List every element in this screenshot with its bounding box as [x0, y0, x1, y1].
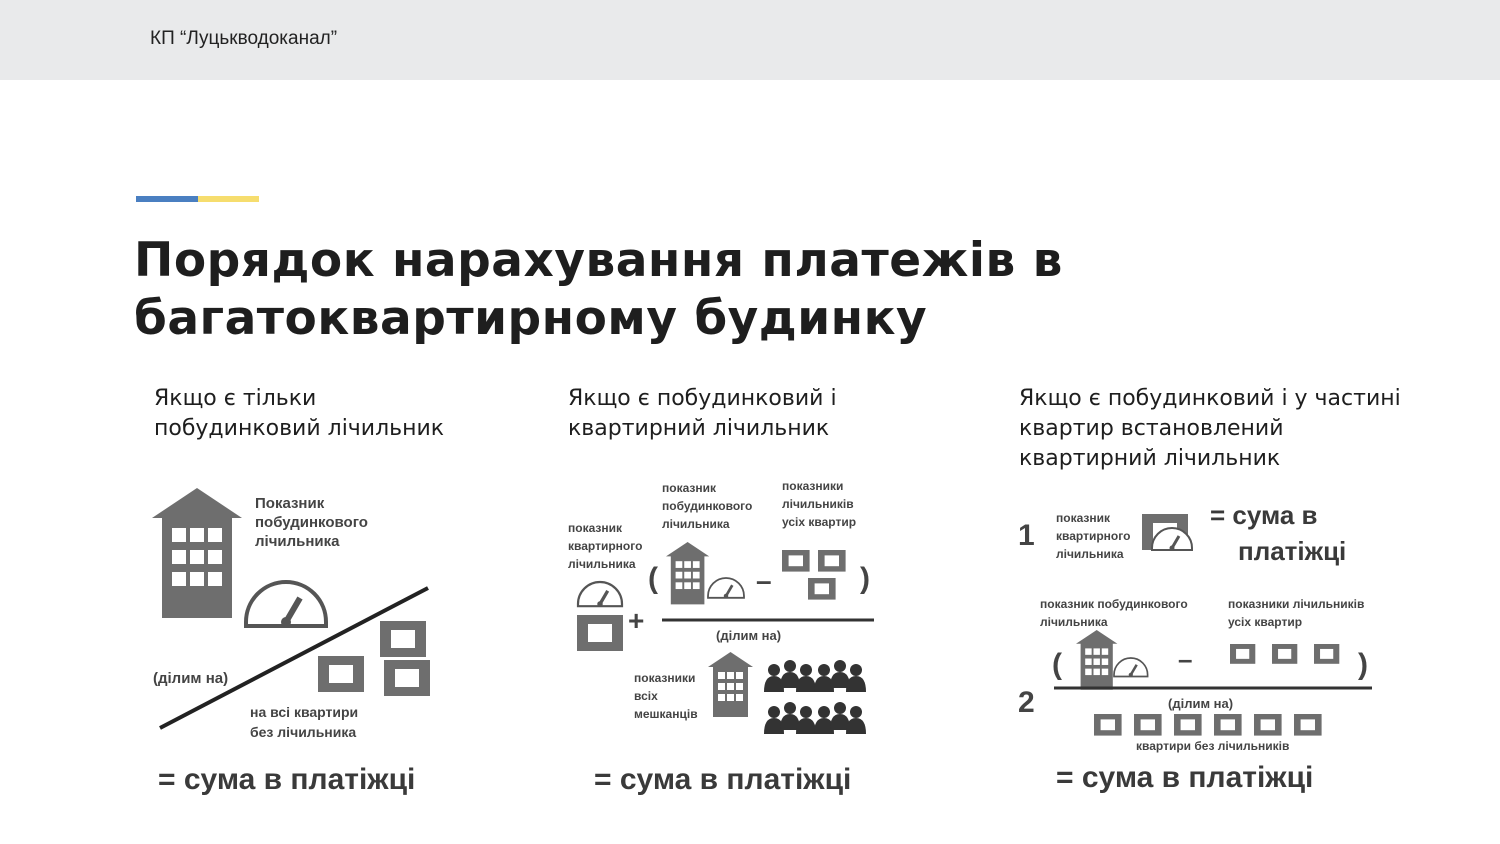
svg-text:лічильника: лічильника: [255, 533, 340, 550]
title-line-1: Порядок нарахування платежів в: [134, 233, 1063, 288]
apartment-icon: [1314, 644, 1339, 664]
apartment-icon: [318, 656, 364, 692]
svg-text:1: 1: [1018, 519, 1035, 552]
svg-text:(ділим на): (ділим на): [716, 628, 782, 643]
label-divide: (ділим на): [153, 670, 229, 687]
organization-name: КП “Луцькводоканал”: [150, 28, 338, 49]
svg-text:квартирного: квартирного: [1056, 529, 1131, 543]
svg-text:показники лічильників: показники лічильників: [1228, 597, 1365, 611]
residents-icon: [814, 660, 866, 692]
diagram-house-and-apartment-meters: [568, 479, 874, 796]
svg-text:2: 2: [1018, 686, 1035, 719]
svg-text:показники: показники: [634, 671, 696, 685]
apartment-icon: [1214, 714, 1242, 736]
meter-gauge-icon: [578, 582, 622, 607]
svg-text:квартирного: квартирного: [568, 539, 643, 553]
apartment-icon: [384, 660, 430, 696]
plus-sign: +: [628, 605, 645, 636]
svg-text:лічильника: лічильника: [662, 517, 730, 531]
building-icon: [1076, 630, 1117, 690]
svg-text:платіжці: платіжці: [1238, 536, 1347, 566]
svg-text:–: –: [1178, 644, 1193, 674]
meter-gauge-icon: [1114, 658, 1148, 677]
meter-gauge-icon: [708, 578, 744, 598]
svg-text:–: –: [756, 565, 772, 596]
svg-text:лічильників: лічильників: [782, 497, 854, 511]
svg-text:): ): [1358, 648, 1368, 681]
residents-icon: [814, 702, 866, 734]
apartment-icon: [380, 621, 426, 657]
result-sum: = сума в платіжці: [594, 763, 852, 796]
svg-text:побудинкового: побудинкового: [662, 499, 753, 513]
svg-text:): ): [860, 562, 870, 595]
svg-text:усіх квартир: усіх квартир: [1228, 615, 1303, 629]
title-line-2: багатоквартирному будинку: [134, 291, 928, 346]
apartment-icon: [1230, 644, 1255, 664]
svg-text:= сума в: = сума в: [1210, 500, 1318, 530]
caption-column-3: Якщо є побудинковий і у частині квартир встановлений квартирний лічильник: [1019, 386, 1401, 471]
residents-icon: [764, 660, 816, 692]
svg-text:лічильника: лічильника: [568, 557, 636, 571]
building-icon: [666, 542, 709, 604]
svg-text:показник: показник: [568, 521, 622, 535]
apartment-icon: [577, 615, 623, 651]
meter-gauge-icon: [246, 582, 326, 627]
svg-text:побудинкового: побудинкового: [255, 514, 368, 531]
apartment-icon: [1272, 644, 1297, 664]
caption-column-2: Якщо є побудинковий і квартирний лічильник: [568, 386, 837, 441]
svg-text:(ділим на): (ділим на): [1168, 696, 1234, 711]
apartment-icon: [1294, 714, 1322, 736]
apartment-icon: [1134, 714, 1162, 736]
apartment-icon: [808, 578, 836, 600]
caption-column-1: Якщо є тільки побудинковий лічильник: [154, 386, 445, 441]
building-icon: [152, 488, 242, 618]
diagram-house-meter-only: [152, 488, 430, 796]
result-sum: = сума в платіжці: [1056, 761, 1314, 794]
svg-text:мешканців: мешканців: [634, 707, 698, 721]
apartment-icon: [818, 550, 846, 572]
svg-text:усіх квартир: усіх квартир: [782, 515, 857, 529]
apartment-icon: [782, 550, 810, 572]
svg-text:показник: показник: [662, 481, 716, 495]
diagram-partial-apartment-meters: [1018, 500, 1372, 794]
svg-text:лічильника: лічильника: [1056, 547, 1124, 561]
apartment-icon: [1094, 714, 1122, 736]
result-sum: = сума в платіжці: [158, 763, 416, 796]
apartment-icon: [1174, 714, 1202, 736]
building-icon: [708, 652, 753, 717]
svg-text:(: (: [648, 562, 658, 595]
svg-text:квартири без лічильників: квартири без лічильників: [1136, 739, 1290, 753]
label-meter: Показник: [255, 495, 325, 512]
svg-text:показник: показник: [1056, 511, 1110, 525]
svg-text:(: (: [1052, 648, 1062, 681]
svg-text:всіх: всіх: [634, 689, 658, 703]
svg-text:показники: показники: [782, 479, 844, 493]
svg-text:показник побудинкового: показник побудинкового: [1040, 597, 1188, 611]
svg-text:без лічильника: без лічильника: [250, 724, 357, 740]
residents-icon: [764, 702, 816, 734]
svg-text:на всі квартири: на всі квартири: [250, 704, 359, 720]
svg-text:лічильника: лічильника: [1040, 615, 1108, 629]
apartment-icon: [1254, 714, 1282, 736]
